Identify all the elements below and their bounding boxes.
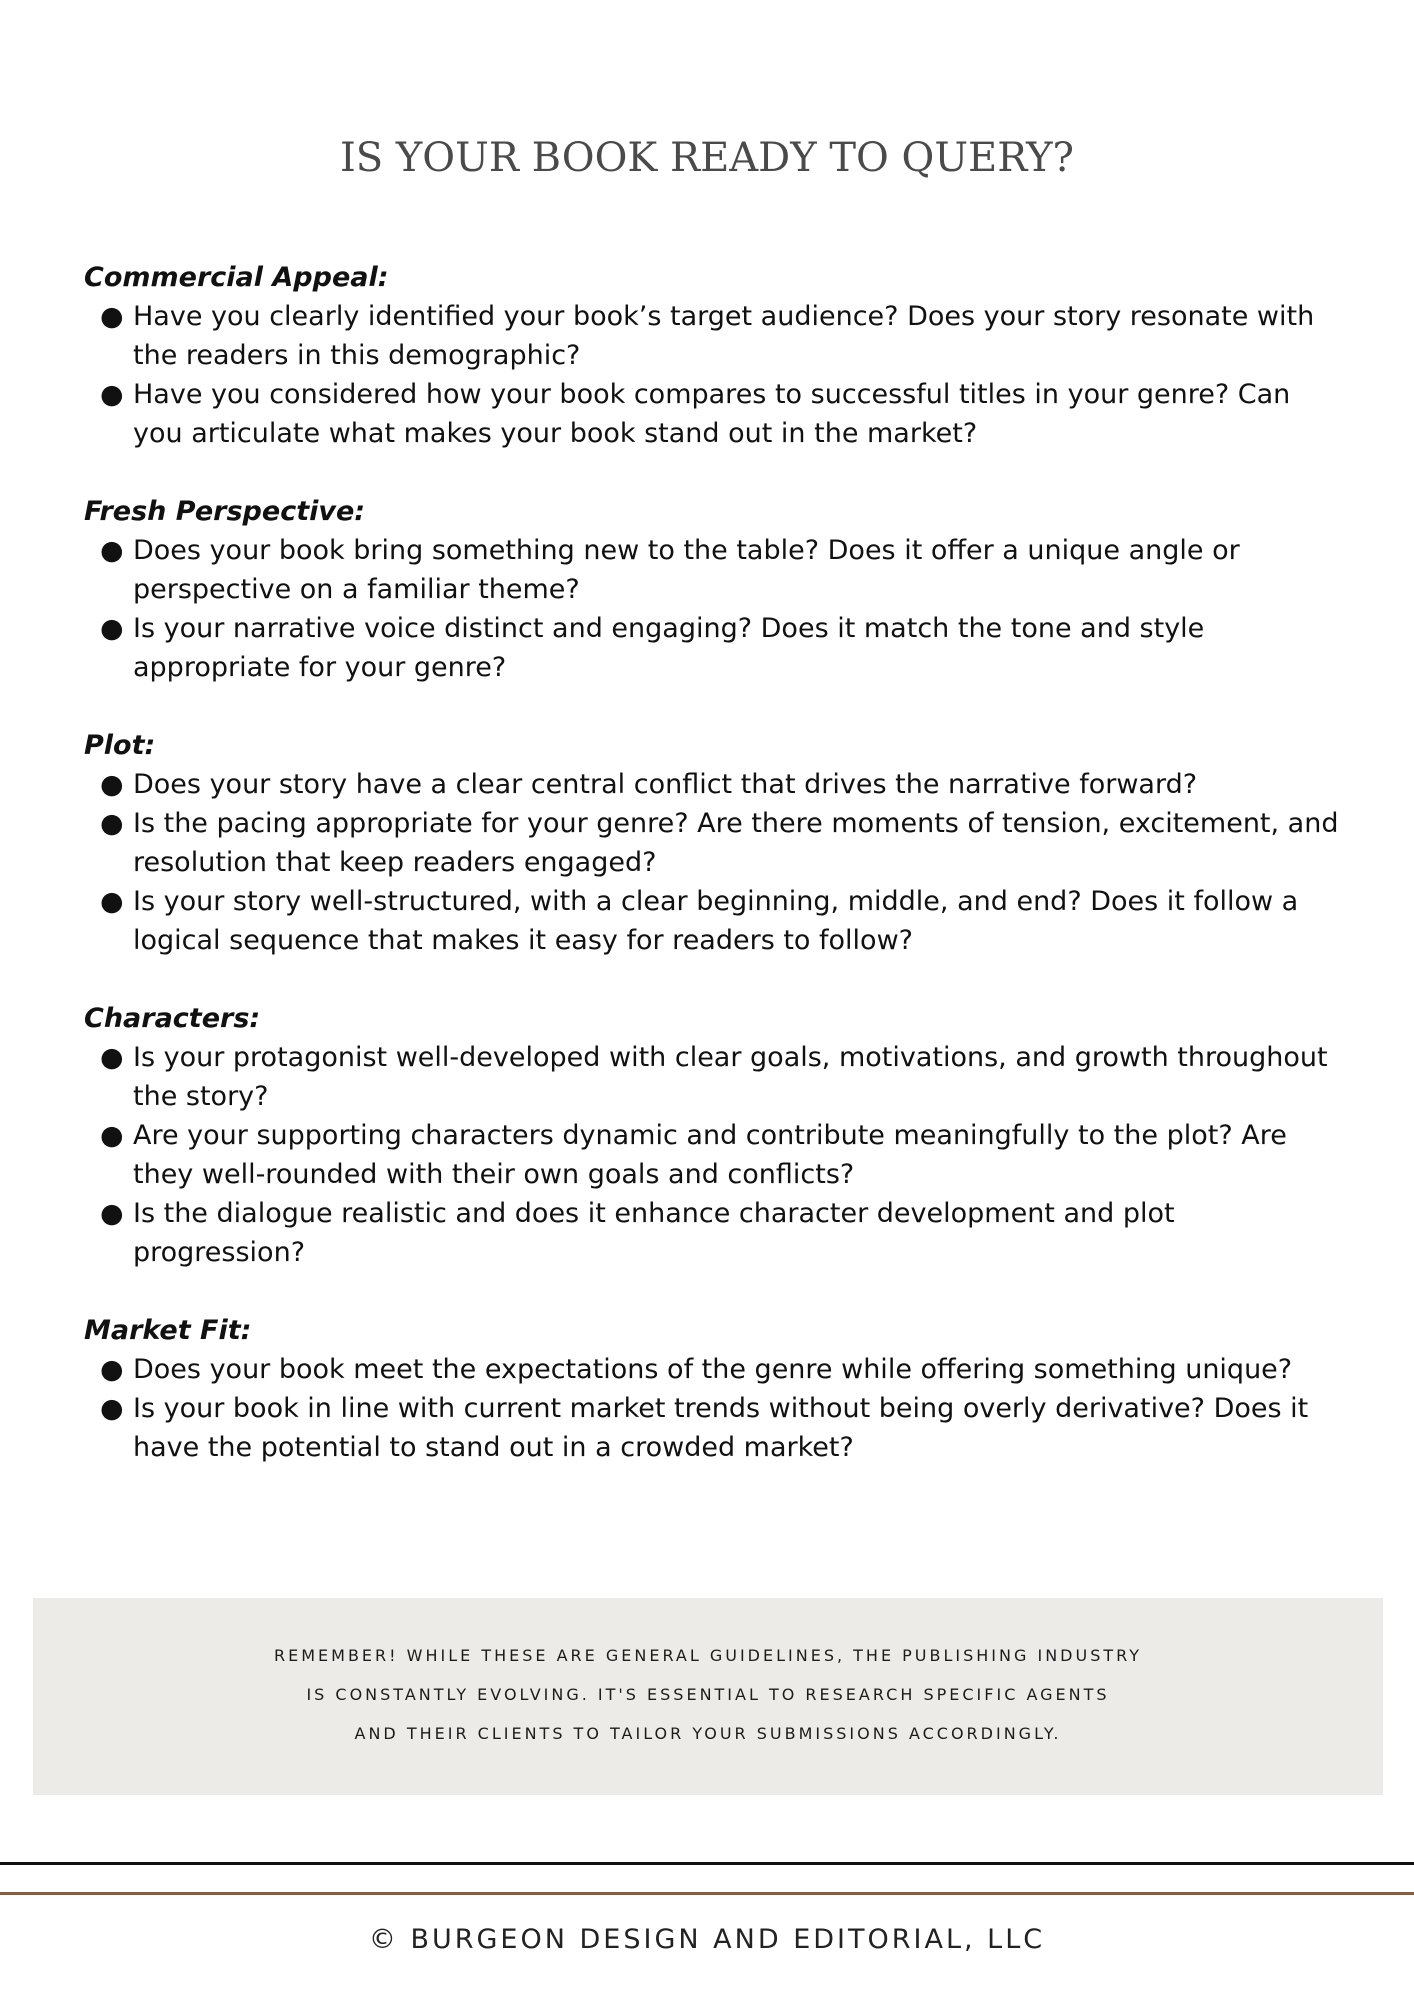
bullet-icon: ●	[100, 1198, 124, 1229]
bullet-icon: ●	[100, 535, 124, 566]
reminder-text	[33, 1636, 1383, 1753]
reminder-line: REMEMBER! WHILE THESE ARE GENERAL GUIDELINES, THE PUBLISHING INDUSTRY	[274, 1646, 1142, 1665]
list-item	[84, 297, 1344, 375]
section-heading: Plot:	[84, 730, 156, 761]
list-item	[84, 1194, 1344, 1272]
list-item-text: Is your book in line with current market trends without being overly derivative? Does it have the potential to stand out in a crowded market?	[133, 1393, 1309, 1463]
bullet-icon: ●	[100, 613, 124, 644]
bullet-icon: ●	[100, 1393, 124, 1424]
list-item	[84, 531, 1344, 609]
list-item-text: Is your protagonist well-developed with clear goals, motivations, and growth throughout the story?	[133, 1042, 1328, 1112]
section-market-fit	[84, 1311, 1344, 1467]
bullet-icon: ●	[100, 1354, 124, 1385]
list-item-text: Does your book meet the expectations of the genre while offering something unique?	[133, 1354, 1293, 1385]
section-heading: Characters:	[84, 1003, 261, 1034]
list-item	[84, 609, 1344, 687]
divider-dark	[0, 1862, 1414, 1865]
section-plot	[84, 726, 1344, 960]
bullet-icon: ●	[100, 886, 124, 917]
divider-accent	[0, 1892, 1414, 1895]
list-item-text: Is your story well-structured, with a clear beginning, middle, and end? Does it follow a logical sequence that makes it easy for readers to follow?	[133, 886, 1299, 956]
section-heading: Market Fit:	[84, 1315, 252, 1346]
bullet-list	[84, 1350, 1344, 1467]
reminder-callout	[33, 1598, 1383, 1795]
bullet-icon: ●	[100, 769, 124, 800]
list-item-text: Have you considered how your book compares to successful titles in your genre? Can you articulate what makes your book stand out in the market?	[133, 379, 1291, 449]
copyright-footer: © BURGEON DESIGN AND EDITORIAL, LLC	[368, 1924, 1046, 1955]
list-item	[84, 375, 1344, 453]
checklist	[84, 258, 1344, 1506]
section-commercial-appeal	[84, 258, 1344, 453]
list-item	[84, 804, 1344, 882]
bullet-icon: ●	[100, 808, 124, 839]
bullet-list	[84, 531, 1344, 687]
section-heading: Commercial Appeal:	[84, 262, 389, 293]
list-item	[84, 882, 1344, 960]
section-characters	[84, 999, 1344, 1272]
list-item	[84, 1350, 1344, 1389]
list-item	[84, 1038, 1344, 1116]
list-item-text: Is the dialogue realistic and does it enhance character development and plot progression?	[133, 1198, 1175, 1268]
list-item-text: Is your narrative voice distinct and engaging? Does it match the tone and style appropriate for your genre?	[133, 613, 1205, 683]
bullet-list	[84, 297, 1344, 453]
page-title: IS YOUR BOOK READY TO QUERY?	[339, 135, 1074, 181]
reminder-line: AND THEIR CLIENTS TO TAILOR YOUR SUBMISSIONS ACCORDINGLY.	[354, 1724, 1062, 1743]
bullet-icon: ●	[100, 379, 124, 410]
bullet-list	[84, 765, 1344, 960]
reminder-line: IS CONSTANTLY EVOLVING. IT'S ESSENTIAL TO RESEARCH SPECIFIC AGENTS	[306, 1685, 1110, 1704]
list-item-text: Are your supporting characters dynamic and contribute meaningfully to the plot? Are they well-rounded with their own goals and conflicts?	[133, 1120, 1287, 1190]
bullet-icon: ●	[100, 301, 124, 332]
list-item-text: Does your story have a clear central conflict that drives the narrative forward?	[133, 769, 1198, 800]
bullet-icon: ●	[100, 1042, 124, 1073]
bullet-icon: ●	[100, 1120, 124, 1151]
list-item	[84, 765, 1344, 804]
list-item	[84, 1389, 1344, 1467]
list-item-text: Does your book bring something new to the table? Does it offer a unique angle or perspective on a familiar theme?	[133, 535, 1240, 605]
list-item-text: Have you clearly identified your book’s target audience? Does your story resonate with the readers in this demographic?	[133, 301, 1315, 371]
list-item	[84, 1116, 1344, 1194]
section-heading: Fresh Perspective:	[84, 496, 366, 527]
section-fresh-perspective	[84, 492, 1344, 687]
bullet-list	[84, 1038, 1344, 1272]
list-item-text: Is the pacing appropriate for your genre? Are there moments of tension, excitement, and resolution that keep readers engaged?	[133, 808, 1339, 878]
